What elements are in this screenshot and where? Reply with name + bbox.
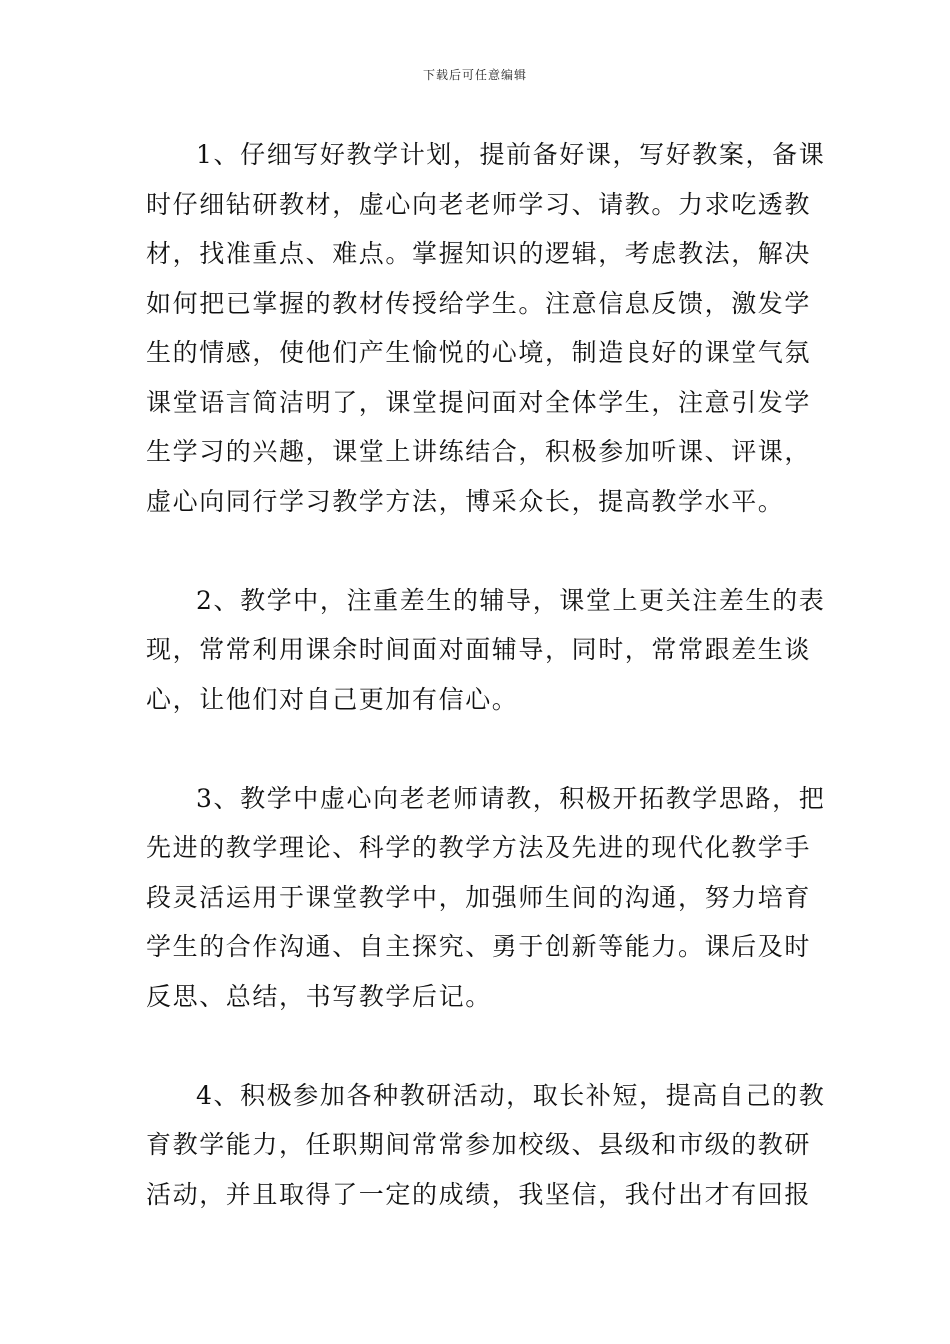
paragraph-4 [146, 1071, 826, 1220]
paragraph-1 [146, 130, 826, 526]
paragraph-line: 生学习的兴趣，课堂上讲练结合，积极参加听课、评课， [146, 437, 812, 466]
paragraph-spacer [146, 724, 816, 774]
paragraph-spacer [146, 526, 816, 576]
document-body [146, 130, 826, 1219]
page-header: 下载后可任意编辑 [422, 68, 527, 82]
paragraph-line: 先进的教学理论、科学的教学方法及先进的现代化教学手 [146, 833, 812, 862]
paragraph-line: 学生的合作沟通、自主探究、勇于创新等能力。课后及时 [146, 932, 812, 961]
paragraph-line: 反思、总结，书写教学后记。 [146, 981, 492, 1011]
paragraph-line: 课堂语言简洁明了，课堂提问面对全体学生，注意引发学 [146, 387, 812, 417]
paragraph-line: 虚心向同行学习教学方法，博采众长，提高教学水平。 [146, 486, 785, 516]
paragraph-line: 材，找准重点、难点。掌握知识的逻辑，考虑教法，解决 [146, 239, 812, 268]
paragraph-line: 现，常常利用课余时间面对面辅导，同时，常常跟差生谈 [146, 635, 812, 664]
paragraph-2 [146, 576, 826, 725]
paragraph-3 [146, 774, 826, 1022]
paragraph-line: 心，让他们对自己更加有信心。 [146, 684, 519, 714]
paragraph-spacer [146, 1021, 816, 1071]
paragraph-line: 活动，并且取得了一定的成绩，我坚信，我付出才有回报 [146, 1179, 812, 1209]
paragraph-line: 育教学能力，任职期间常常参加校级、县级和市级的教研 [146, 1130, 812, 1159]
paragraph-line: 4、积极参加各种教研活动，取长补短，提高自己的教 [196, 1080, 826, 1110]
paragraph-line: 段灵活运用于课堂教学中，加强师生间的沟通，努力培育 [146, 882, 812, 912]
paragraph-line: 2、教学中，注重差生的辅导，课堂上更关注差生的表 [196, 585, 826, 615]
paragraph-line: 3、教学中虚心向老老师请教，积极开拓教学思路，把 [196, 783, 826, 813]
paragraph-line: 生的情感，使他们产生愉悦的心境，制造良好的课堂气氛 [146, 338, 812, 367]
paragraph-line: 如何把已掌握的教材传授给学生。注意信息反馈，激发学 [146, 288, 812, 318]
paragraph-line: 1、仔细写好教学计划，提前备好课，写好教案，备课 [196, 140, 826, 169]
paragraph-line: 时仔细钻研教材，虚心向老老师学习、请教。力求吃透教 [146, 189, 812, 219]
